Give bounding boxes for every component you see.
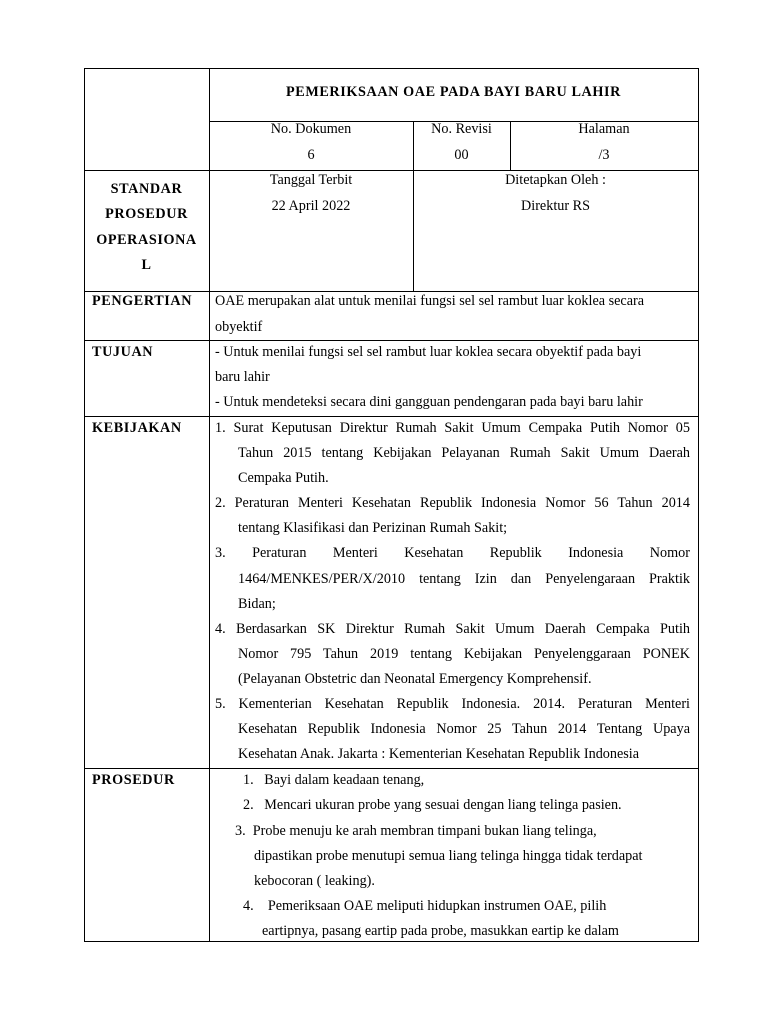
- pengertian-label: PENGERTIAN: [92, 293, 193, 309]
- kebijakan-line: 1. Surat Keputusan Direktur Rumah Sakit Umum Cempaka Putih Nomor 05: [215, 420, 690, 436]
- tanggal-terbit-label: Tanggal Terbit: [269, 172, 353, 188]
- tujuan-line: - Untuk menilai fungsi sel sel rambut luar koklea secara obyektif pada bayi: [215, 344, 642, 360]
- prosedur-line: 3. Probe menuju ke arah membran timpani bukan liang telinga,: [235, 823, 597, 839]
- kebijakan-line: (Pelayanan Obstetric dan Neonatal Emergency Komprehensif.: [238, 671, 592, 687]
- document-title: PEMERIKSAAN OAE PADA BAYI BARU LAHIR: [286, 84, 621, 100]
- tujuan-line: baru lahir: [215, 369, 270, 385]
- prosedur-line: kebocoran ( leaking).: [254, 873, 375, 889]
- prosedur-line: dipastikan probe menutupi semua liang telinga hingga tidak terdapat: [254, 848, 643, 864]
- table-border-top: [84, 68, 699, 69]
- kebijakan-line: 3. Peraturan Menteri Kesehatan Republik Indonesia Nomor: [215, 545, 690, 561]
- no-dokumen-value: 6: [307, 147, 315, 163]
- ditetapkan-label: Ditetapkan Oleh :: [505, 172, 606, 188]
- no-dokumen-label: No. Dokumen: [270, 121, 352, 137]
- halaman-value: /3: [598, 147, 610, 163]
- spo-label-line: PROSEDUR: [105, 206, 188, 222]
- ditetapkan-value: Direktur RS: [521, 198, 590, 214]
- kebijakan-line: Cempaka Putih.: [238, 470, 329, 486]
- kebijakan-line: 2. Peraturan Menteri Kesehatan Republik Indonesia Nomor 56 Tahun 2014: [215, 495, 690, 511]
- prosedur-label: PROSEDUR: [92, 772, 175, 788]
- prosedur-line: eartipnya, pasang eartip pada probe, masukkan eartip ke dalam: [262, 923, 619, 939]
- kebijakan-line: Kesehatan Republik Indonesia Nomor 25 Tahun 2014 Tentang Upaya: [238, 721, 690, 737]
- tujuan-line: - Untuk mendeteksi secara dini gangguan pendengaran pada bayi baru lahir: [215, 394, 643, 410]
- kebijakan-line: tentang Klasifikasi dan Perizinan Rumah Sakit;: [238, 520, 508, 536]
- spo-label-line: OPERASIONA: [96, 232, 197, 248]
- pengertian-line: OAE merupakan alat untuk menilai fungsi sel sel rambut luar koklea secara: [215, 293, 645, 309]
- prosedur-line: 1. Bayi dalam keadaan tenang,: [243, 772, 425, 788]
- kebijakan-line: 4. Berdasarkan SK Direktur Rumah Sakit Umum Daerah Cempaka Putih: [215, 621, 690, 637]
- no-revisi-value: 00: [454, 147, 469, 163]
- prosedur-line: 4. Pemeriksaan OAE meliputi hidupkan instrumen OAE, pilih: [243, 898, 607, 914]
- prosedur-line: 2. Mencari ukuran probe yang sesuai dengan liang telinga pasien.: [243, 797, 622, 813]
- kebijakan-line: Tahun 2015 tentang Kebijakan Pelayanan Rumah Sakit Umum Daerah: [238, 445, 690, 461]
- kebijakan-line: 5. Kementerian Kesehatan Republik Indonesia. 2014. Peraturan Menteri: [215, 696, 690, 712]
- tanggal-terbit-value: 22 April 2022: [271, 198, 351, 214]
- table-border-right: [698, 68, 699, 942]
- kebijakan-line: Bidan;: [238, 596, 276, 612]
- kebijakan-line: Nomor 795 Tahun 2019 tentang Kebijakan Penyelenggaraan PONEK: [238, 646, 690, 662]
- halaman-label: Halaman: [578, 121, 630, 137]
- kebijakan-label: KEBIJAKAN: [92, 420, 182, 436]
- spo-label-line: L: [141, 257, 152, 273]
- kebijakan-line: 1464/MENKES/PER/X/2010 tentang Izin dan Penyelengaraan Praktik: [238, 571, 690, 587]
- kebijakan-line: Kesehatan Anak. Jakarta : Kementerian Kesehatan Republik Indonesia: [238, 746, 640, 762]
- pengertian-line: obyektif: [215, 319, 263, 335]
- no-revisi-label: No. Revisi: [431, 121, 492, 137]
- spo-label-line: STANDAR: [110, 181, 183, 197]
- tujuan-label: TUJUAN: [92, 344, 154, 360]
